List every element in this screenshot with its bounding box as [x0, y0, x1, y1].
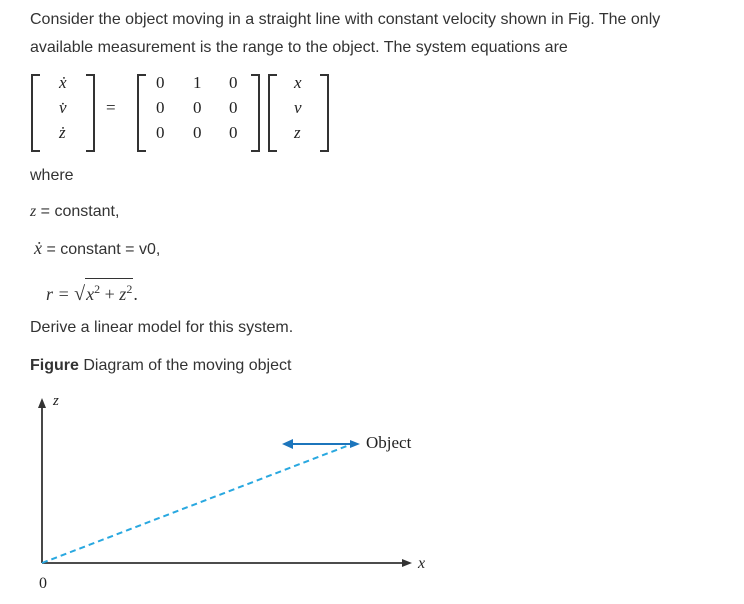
object-label: Object	[366, 433, 412, 452]
x-axis-label: x	[418, 555, 426, 572]
intro-line-1: Consider the object moving in a straight line with constant velocity shown in Fig. The only	[30, 11, 661, 28]
lhs-v-dot: v̇	[59, 98, 67, 117]
z-axis-label: z	[53, 393, 59, 409]
origin-label: 0	[39, 575, 47, 592]
intro-line-2: available measurement is the range to the object. The system equations are	[30, 39, 568, 56]
matrix-cell: 0	[229, 73, 238, 92]
cond-text: = constant,	[36, 203, 120, 220]
matrix-cell: 0	[193, 98, 202, 117]
z-axis-arrow-icon	[38, 398, 46, 408]
cond-var-z: z	[30, 203, 37, 220]
where-label: where	[30, 167, 74, 184]
velocity-arrowhead-icon	[282, 439, 293, 449]
x-axis-arrow-icon	[402, 559, 412, 567]
matrix-cell: 0	[193, 123, 202, 142]
radicand-x: x	[86, 284, 95, 304]
radicand-z: z	[119, 284, 127, 304]
range-lhs: r =	[46, 284, 70, 304]
figure-caption-bold: Figure	[30, 357, 79, 374]
cond-var-xdot: ẋ	[34, 238, 42, 258]
equals-sign: =	[106, 98, 116, 117]
range-tail: .	[133, 284, 138, 304]
cond-text: = constant = v0,	[42, 241, 161, 258]
rhs-z: z	[294, 123, 301, 142]
sqrt-symbol-icon: √	[74, 283, 86, 305]
radicand: $x^2 + z^2$	[85, 278, 133, 304]
lhs-x-dot: ẋ	[59, 73, 67, 92]
rhs-v: v	[294, 98, 302, 117]
matrix-cell: 0	[156, 98, 165, 117]
figure-caption-text: Diagram of the moving object	[78, 357, 292, 374]
matrix-cell: 0	[229, 98, 238, 117]
matrix-cell: 1	[193, 73, 202, 92]
matrix-cell: 0	[156, 123, 165, 142]
rhs-x: x	[294, 73, 302, 92]
lhs-z-dot: ż	[59, 123, 66, 142]
line-of-sight-dashed	[42, 444, 352, 563]
matrix-cell: 0	[229, 123, 238, 142]
matrix-cell: 0	[156, 73, 165, 92]
task-text: Derive a linear model for this system.	[30, 319, 294, 336]
object-marker-icon	[350, 440, 360, 448]
